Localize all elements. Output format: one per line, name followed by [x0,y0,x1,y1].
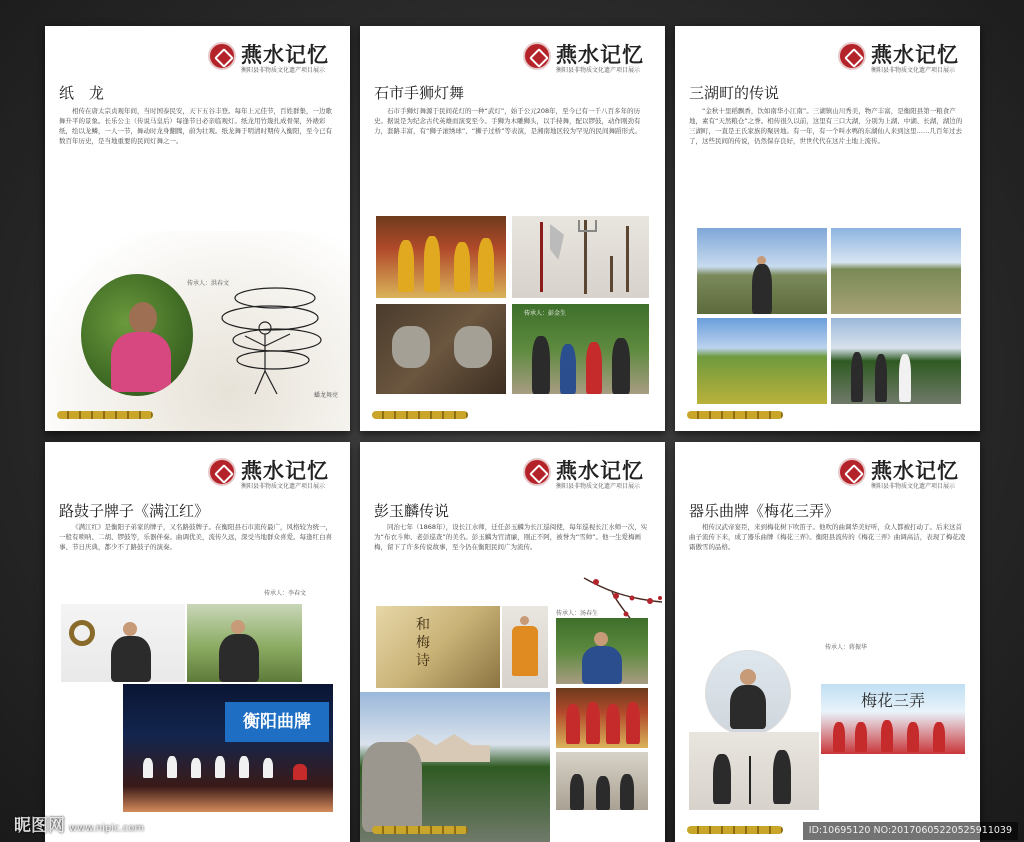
brand-logo [208,40,338,76]
poster-title: 路鼓子牌子《满江红》 [59,502,210,520]
suona-player-photo [61,604,185,682]
brand-subtitle: 衡阳县非物质文化遗产项目展示 [241,483,326,490]
performers-photo [512,304,649,394]
brand-subtitle: 衡阳县非物质文化遗产项目展示 [556,67,641,74]
musicians-photo [689,732,819,810]
brand-subtitle: 衡阳县非物质文化遗产项目展示 [871,67,956,74]
seal-icon [523,42,551,70]
rice-field-photo [697,318,827,404]
meeting-photo [556,752,648,810]
brand-subtitle: 衡阳县非物质文化遗产项目展示 [871,483,956,490]
village-photo [831,318,961,404]
footer-bar [687,411,783,419]
poster-title: 三湖町的传说 [689,84,780,102]
brand-title: 燕水记忆 [241,458,329,483]
brand-logo [523,456,653,492]
poster-body: “金秋十里稻飘香，饮如南华小江南”。三湖镇山川秀美，物产丰富，是衡阳县第一粮食产地，素有“天然粮仓”之誉。相传很久以前，这里有三口大湖，分别为上湖、中湖、长湖，湖边的三湖町，一直是王氏家族的聚居地。有一年，有一个叫水鸭的东湖仙人来到这里……几百年过去了，这些民间的传说，仍然保存良好，世世代代在这片土地上流传。 [689,107,963,145]
poster-body: 石市手狮灯舞源于民间花灯的一种“武灯”，始于公元208年，至今已有一千八百多年的历史。据说是为纪念古代英雄而演变至今。手狮为木雕狮头，以手持舞，配以锣鼓，动作刚劲有力，套路丰富，有“狮子滚绣球”、“狮子过桥”等表演，是湘南地区较为罕见的民间舞蹈形式。 [374,107,641,135]
brand-subtitle: 衡阳县非物质文化遗产项目展示 [556,483,641,490]
poster-meihua-sannong [675,442,980,842]
erhu-player-photo [187,604,302,682]
performers-red-photo [556,688,648,748]
footer-bar [57,411,153,419]
weapons-photo [512,216,649,298]
sketch-caption: 蟠龙舞亮 [313,392,338,399]
nipic-watermark [14,811,144,836]
inheritor-caption: 传承人：彭金生 [524,310,567,317]
poster-title: 纸 龙 [59,84,105,102]
brand-title: 燕水记忆 [556,458,644,483]
poster-title: 彭玉麟传说 [374,502,450,520]
brand-logo [523,40,653,76]
inheritor-photo [556,618,648,684]
brand-title: 燕水记忆 [556,42,644,67]
poster-title: 石市手狮灯舞 [374,84,465,102]
inheritor-photo [705,650,791,736]
brand-logo [838,40,968,76]
poster-paper-dragon [45,26,350,431]
seal-icon [208,42,236,70]
stage-banner: 梅花三弄 [860,691,925,710]
field-photo-2 [831,228,961,314]
inheritor-caption: 传承人：李春文 [263,590,306,597]
stage-performance-photo [123,684,333,812]
watermark-site: 昵图网 [14,816,65,836]
portrait-photo [502,606,548,688]
village-lion-statue-photo [360,692,550,842]
image-id-watermark: ID:10695120 NO:20170605220525911039 [803,822,1018,840]
stage-banner: 衡阳曲牌 [225,702,329,742]
stage-performance-photo [821,684,965,754]
poster-peng-yulin-legend [360,442,665,842]
field-photo-1 [697,228,827,314]
brand-subtitle: 衡阳县非物质文化遗产项目展示 [241,67,326,74]
inheritor-caption: 传承人：洪春文 [187,280,230,287]
seal-icon [523,458,551,486]
poster-body: 相传在唐太宗贞观年间，当时国泰民安，天下五谷丰登。每年上元佳节，百姓群集，一边歌舞升平的景象。长乐公主（传说马皇后）每逢节日必亲临观灯。纸龙用竹篾扎成骨架，外裱彩纸，绘以龙鳞，一人一节，舞动时龙身翻腾，蔚为壮观。纸龙舞于明清时期传入衡阳，至今已有数百年历史，是当地重要的民间灯舞之一。 [59,107,332,145]
poster-title: 器乐曲牌《梅花三弄》 [689,502,840,520]
dragon-sketch-illustration [215,276,335,406]
footer-bar [687,826,783,834]
poster-body: 《满江红》是衡阳子弟家的牌子，又名路鼓牌子。在衡阳县石市流传最广，风格较为统一，一般有唢呐、二胡、锣鼓等，乐器伴奏。曲调优美，流传久远，深受当地群众喜爱。每逢红白喜事、节日庆典，都少不了路鼓子的演奏。 [59,523,332,551]
seal-icon [838,42,866,70]
dance-photo [376,216,506,298]
inheritor-caption: 传承人：蒋振华 [825,644,868,651]
footer-bar [372,411,468,419]
brand-title: 燕水记忆 [241,42,329,67]
ancient-book-photo [376,606,500,688]
poster-manjianghong [45,442,350,842]
seal-icon [838,458,866,486]
poster-hand-lion-dance [360,26,665,431]
poster-body: 同治七年（1868年），设长江水师，迁任彭玉麟为长江巡阅使，每年巡视长江水师一次，实为“布衣斗帅、老彭巡查”的美名。彭玉麟为官清廉，刚正不阿，被誉为“雪帅”。他一生爱梅画梅，留下了许多传说故事，至今仍在衡阳民间广为流传。 [374,523,648,551]
brand-title: 燕水记忆 [871,42,959,67]
inheritor-caption: 传承人：汤春生 [556,610,599,617]
book-cover-text: 和梅诗 [416,617,430,669]
poster-sanhu-legend [675,26,980,431]
brand-title: 燕水记忆 [871,458,959,483]
watermark-url: www.nipic.com [69,823,145,834]
poster-body: 相传汉武帝宴臣，来到梅花树下吹笛子。他吹的曲调华美好听，众人都被打动了。后来这首曲子流传下来，成了器乐曲牌《梅花三弄》。衡阳县流传的《梅花三弄》曲调高洁，表现了梅花凌霜傲雪的品格。 [689,523,966,551]
inheritor-photo [81,274,193,396]
seal-icon [208,458,236,486]
brand-logo [838,456,968,492]
lion-heads-photo [376,304,506,394]
brand-logo [208,456,338,492]
footer-bar [372,826,468,834]
